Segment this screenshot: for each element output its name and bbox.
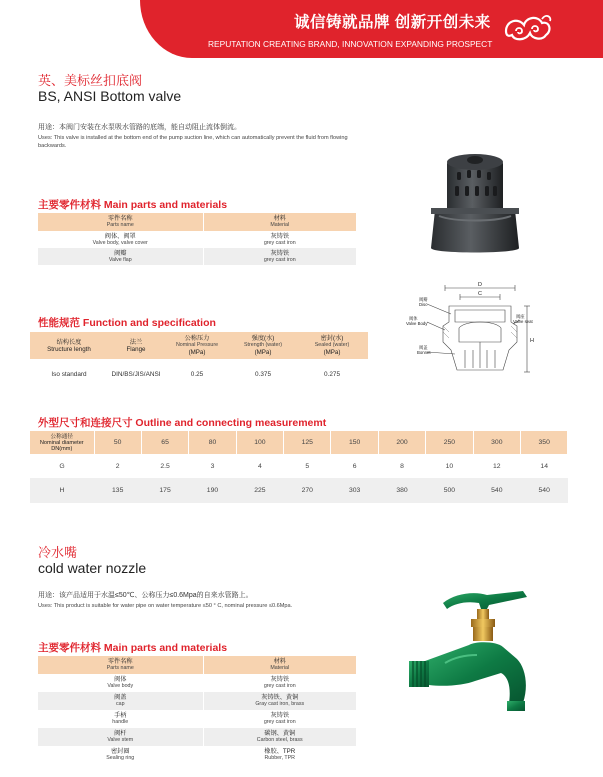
diagram-label-h: H (530, 338, 534, 344)
valve-uses-cn: 用途：本阀门安装在水泵吸水管路的底端，能自动阻止流体倒流。 (38, 124, 241, 131)
table-row: 阀杆 Valve stem 碳钢、黄铜 Carbon steel, brass (38, 728, 356, 746)
valve-uses-en: Uses: This valve is installed at the bottom end of the pump suction line, which can automatically prevent the fluid from flowing backwards. (38, 135, 348, 149)
diagram-label-d: D (478, 282, 482, 288)
nozzle-materials-table (38, 656, 356, 764)
diagram-label-bonnet-en: Bonnet (417, 350, 431, 355)
valve-materials-heading: 主要零件材料 Main parts and materials (38, 199, 228, 211)
valve-outline-table (30, 431, 568, 503)
valve-outline-heading: 外型尺寸和连接尺寸 Outline and connecting measurememt (38, 417, 327, 429)
diagram-label-disc-cn: 阀瓣 (419, 297, 428, 302)
cloud-swirl-logo-icon (502, 9, 554, 49)
table-row: H 135 175 190 225 270 303 380 500 540 540 (30, 478, 568, 503)
nozzle-materials-heading: 主要零件材料 Main parts and materials (38, 642, 228, 654)
banner-slogan-cn: 诚信铸就品牌 创新开创未来 (294, 14, 491, 31)
table-row: 密封圈 Sealing ring 橡胶、TPR Rubber, TPR (38, 746, 356, 764)
table-row: 手柄 handle 灰铸铁 grey cast iron (38, 710, 356, 728)
nozzle-uses-en: Uses: This product is suitable for water pipe on water temperature ≤50 ° C, nominal pressure ≤0.6Mpa. (38, 603, 293, 609)
diagram-label-seat-en: Valve seat (513, 319, 533, 324)
diagram-label-c: C (478, 291, 482, 297)
valve-cross-section-diagram (405, 280, 535, 380)
table-header-row: 零件名称 Parts name 材料 Material (38, 213, 356, 231)
diagram-label-body-cn: 阀体 (409, 316, 418, 321)
table-row: 阀盖 cap 灰铸铁、黄铜 Gray cast iron, brass (38, 692, 356, 710)
table-row: 阀瓣 Valve flap 灰铸铁 grey cast iron (38, 248, 356, 265)
nozzle-title-cn: 冷水嘴 (38, 545, 78, 560)
table-row: 阀体、阀罩 Valve body, valve cover 灰铸铁 grey cast iron (38, 231, 356, 248)
diagram-label-disc-en: Disc (419, 302, 428, 307)
water-nozzle-photo (405, 585, 555, 735)
diagram-label-bonnet-cn: 阀盖 (419, 345, 428, 350)
table-row: Iso standard DIN/BS/JIS/ANSI 0.25 0.375 0.275 (51, 370, 340, 378)
bottom-valve-photo (425, 148, 525, 256)
table-row: G 2 2.5 3 4 5 6 8 10 12 14 (59, 462, 548, 470)
nozzle-title-en: cold water nozzle (38, 560, 147, 576)
diagram-label-seat-cn: 阀座 (516, 314, 525, 319)
diagram-label-body-en: Valve Body (406, 321, 428, 326)
valve-spec-table (30, 332, 368, 389)
banner-slogan-en: REPUTATION CREATING BRAND, INNOVATION EXPANDING PROSPECT (208, 39, 493, 49)
valve-function-heading: 性能规范 Function and specification (38, 317, 216, 329)
valve-title-en: BS, ANSI Bottom valve (38, 88, 182, 104)
table-header-row: 零件名称 Parts name 材料 Material (38, 656, 356, 674)
table-header-row: 公称通径 Nominal diameter DN(mm) 50 65 80 100 125 150 200 250 300 350 (30, 431, 568, 454)
table-header-row: 结构长度 Structure length 法兰 Flange 公称压力 Nominal Pressure (MPa) 强度(水) Strength (water) (MPa) 密封(水) Sealed (water) (MPa) (30, 332, 368, 359)
valve-materials-table (38, 213, 356, 265)
nozzle-uses-cn: 用途：该产品适用于水温≤50℃、公称压力≤0.6Mpa的自来水管路上。 (38, 592, 253, 599)
table-row: 阀体 Valve body 灰铸铁 grey cast iron (38, 674, 356, 692)
valve-title-cn: 英、美标丝扣底阀 (38, 73, 143, 88)
